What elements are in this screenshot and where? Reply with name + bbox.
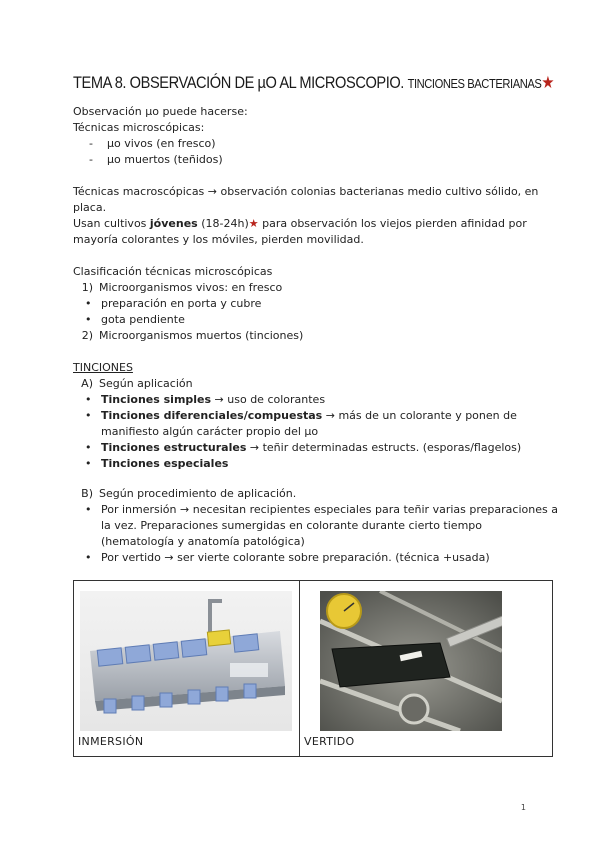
list-item: • Tinciones estructurales → teñir determinadas estructs. (esporas/flagelos) (73, 440, 558, 456)
intro-section (73, 104, 558, 168)
list-item: • Tinciones especiales (73, 456, 558, 472)
immersion-staining-image (80, 591, 292, 731)
subsection-b: B) Según procedimiento de aplicación. • Por inmersión → necesitan recipientes especiales para teñir varias preparaciones a la vez. Preparaciones sumergidas en colorante durante cierto tiempo (hematología y anatomía patológica) • Por vertido → ser vierte colorante sobre preparación. (técnica +usada) (73, 486, 558, 566)
star-icon: ★ (541, 73, 555, 92)
figure-label: VERTIDO (304, 735, 355, 748)
list-item: • Por vertido → ser vierte colorante sobre preparación. (técnica +usada) (73, 550, 558, 566)
numbered-item: 1) Microorganismos vivos: en fresco (81, 281, 283, 294)
list-item: • gota pendiente (73, 312, 558, 328)
cultivos-paragraph: Usan cultivos jóvenes (18-24h)★ para observación los viejos pierden afinidad por mayoría colorantes y los móviles, pierden movilidad. (73, 217, 527, 246)
tinciones-section (73, 360, 558, 472)
subsection-a: A) Según aplicación (81, 377, 193, 390)
section-heading: TINCIONES (73, 361, 133, 374)
macro-paragraph: Técnicas macroscópicas → observación colonias bacterianas medio cultivo sólido, en placa. (73, 185, 539, 214)
pouring-staining-image (320, 591, 502, 731)
numbered-item: 2) Microorganismos muertos (tinciones) (81, 329, 304, 342)
star-icon: ★ (248, 217, 259, 230)
title-sub: TINCIONES BACTERIANAS (407, 76, 542, 91)
clasificacion-section (73, 264, 558, 344)
section-heading: Clasificación técnicas microscópicas (73, 265, 273, 278)
page-title (73, 75, 554, 92)
intro-line-2: Técnicas microscópicas: (73, 121, 205, 134)
list-item: - µo muertos (teñidos) (89, 153, 223, 166)
figure-table (73, 580, 553, 757)
figure-label: INMERSIÓN (78, 735, 144, 748)
figure-immersion (74, 581, 300, 757)
list-item: - µo vivos (en fresco) (89, 137, 216, 150)
list-item: • Tinciones simples → uso de colorantes (73, 392, 558, 408)
title-main: TEMA 8. OBSERVACIÓN DE µO AL MICROSCOPIO. (73, 73, 404, 92)
list-item: • preparación en porta y cubre (73, 296, 558, 312)
intro-line-1: Observación µo puede hacerse: (73, 105, 248, 118)
figure-vertido (300, 581, 553, 757)
page-number: 1 (520, 803, 526, 812)
list-item: • Por inmersión → necesitan recipientes especiales para teñir varias preparaciones a la vez. Preparaciones sumergidas en colorante durante cierto tiempo (hematología y anatomía patológica) (73, 502, 558, 550)
list-item: • Tinciones diferenciales/compuestas → más de un colorante y ponen de manifiesto algún carácter propio del µo (73, 408, 558, 440)
